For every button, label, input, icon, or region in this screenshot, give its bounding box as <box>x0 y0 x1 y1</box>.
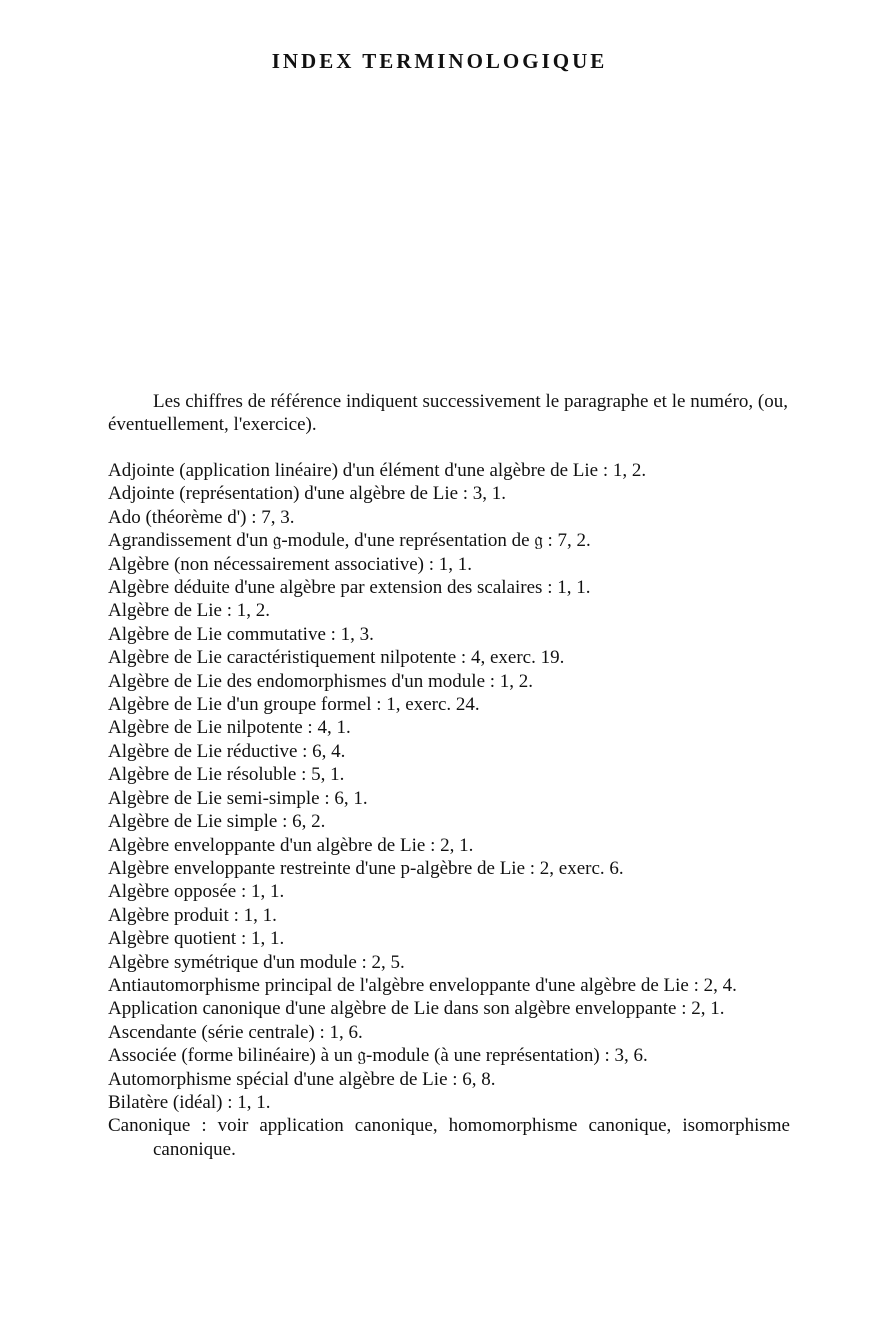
index-entry: Algèbre produit : 1, 1. <box>108 904 277 926</box>
index-entry: Algèbre enveloppante restreinte d'une p-algèbre de Lie : 2, exerc. 6. <box>108 857 624 879</box>
index-entry: Algèbre quotient : 1, 1. <box>108 928 285 950</box>
index-entry: Application canonique d'une algèbre de Lie dans son algèbre enveloppante : 2, 1. <box>108 998 725 1020</box>
index-entry: Canonique : voir application canonique, homomorphisme canonique, isomorphisme canonique. <box>108 1115 790 1160</box>
index-entry: Algèbre de Lie nilpotente : 4, 1. <box>108 717 351 739</box>
index-entry: Algèbre de Lie : 1, 2. <box>108 600 270 622</box>
index-entry: Algèbre de Lie réductive : 6, 4. <box>108 740 346 762</box>
index-entry: Algèbre (non nécessairement associative) : 1, 1. <box>108 553 473 575</box>
index-entry: Ascendante (série centrale) : 1, 6. <box>108 1021 363 1043</box>
index-entry: Adjointe (représentation) d'une algèbre de Lie : 3, 1. <box>108 483 507 505</box>
index-entry: Agrandissement d'un 𝔤-module, d'une représentation de 𝔤 : 7, 2. <box>108 530 591 552</box>
index-entry: Automorphisme spécial d'une algèbre de Lie : 6, 8. <box>108 1068 496 1090</box>
index-entry: Algèbre de Lie résoluble : 5, 1. <box>108 764 345 786</box>
index-entry: Algèbre de Lie semi-simple : 6, 1. <box>108 787 368 809</box>
index-entry: Algèbre symétrique d'un module : 2, 5. <box>108 951 405 973</box>
index-entry: Algèbre de Lie caractéristiquement nilpotente : 4, exerc. 19. <box>108 647 565 669</box>
index-entry: Algèbre enveloppante d'un algèbre de Lie : 2, 1. <box>108 834 474 856</box>
index-entry: Algèbre de Lie simple : 6, 2. <box>108 811 326 833</box>
index-entry: Adjointe (application linéaire) d'un élément d'une algèbre de Lie : 1, 2. <box>108 460 647 481</box>
index-entry: Antiautomorphisme principal de l'algèbre enveloppante d'une algèbre de Lie : 2, 4. <box>108 974 737 996</box>
index-entry: Algèbre de Lie commutative : 1, 3. <box>108 623 374 645</box>
index-entry: Algèbre de Lie des endomorphismes d'un module : 1, 2. <box>108 670 534 692</box>
index-entry: Algèbre déduite d'une algèbre par extension des scalaires : 1, 1. <box>108 577 591 599</box>
index-entry: Algèbre opposée : 1, 1. <box>108 881 285 903</box>
intro-paragraph: Les chiffres de référence indiquent successivement le paragraphe et le numéro, (ou, éventuellement, l'exercice). <box>108 391 788 435</box>
index-entry: Associée (forme bilinéaire) à un 𝔤-module (à une représentation) : 3, 6. <box>108 1045 648 1067</box>
index-entries <box>108 459 790 1161</box>
index-entry: Ado (théorème d') : 7, 3. <box>108 506 295 528</box>
page-title: INDEX TERMINOLOGIQUE <box>271 49 608 73</box>
index-entry: Algèbre de Lie d'un groupe formel : 1, exerc. 24. <box>108 694 480 716</box>
index-entry: Bilatère (idéal) : 1, 1. <box>108 1091 271 1113</box>
